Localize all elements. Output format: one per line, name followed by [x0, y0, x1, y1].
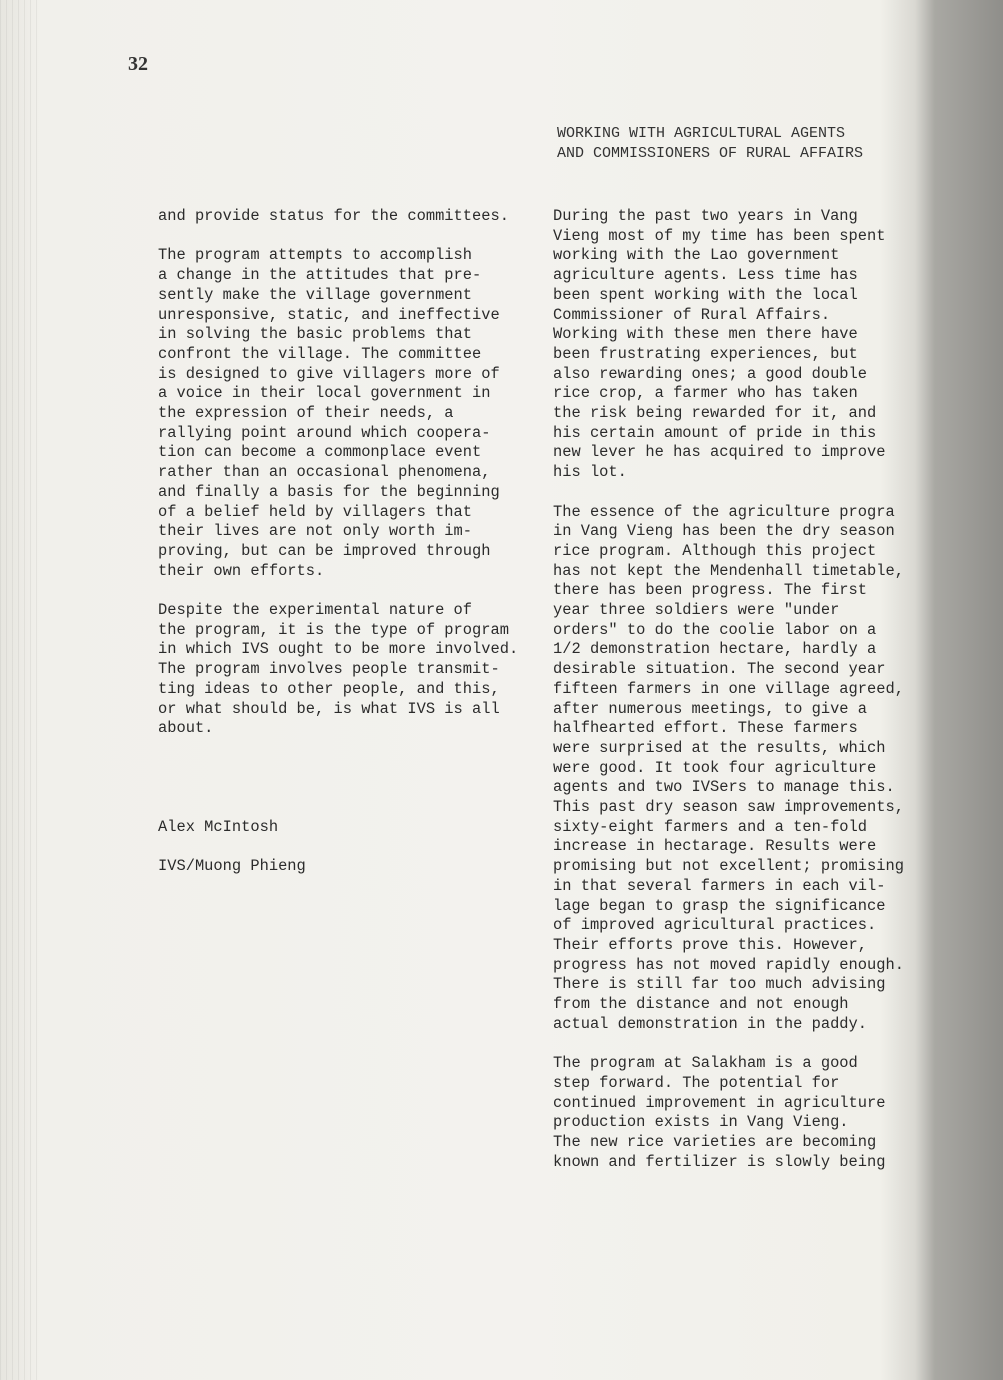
- left-paragraph: Despite the experimental nature of the program, it is the type of program in which IVS ought to be more involved. The program involves people transmit- ting ideas to other people, and this, or what should be, is what IVS is all about.: [158, 601, 519, 738]
- author-signature: [158, 798, 538, 897]
- right-paragraph: During the past two years in Vang Vieng most of my time has been spent working with the Lao government agriculture agents. Less time has been spent working with the local Commissioner of Rural Affairs. Working with these men there have been frustrating experiences, but also rewarding ones; a good double rice crop, a farmer who has taken the risk being rewarded for it, and his certain amount of pride in this new lever he has acquired to improve his lot.: [553, 207, 886, 482]
- left-paragraph: and provide status for the committees.: [158, 207, 509, 225]
- right-column: [553, 207, 913, 1192]
- left-paragraph: The program attempts to accomplish a change in the attitudes that pre- sently make the village government unresponsive, static, and ineffective in solving the basic problems that confront the village. The committee is designed to give villagers more of a voice in their local government in the expression of their needs, a rallying point around which coopera- tion can become a commonplace event rather than an occasional phenomena, and finally a basis for the beginning of a belief held by villagers that their lives are not only worth im- proving, but can be improved through their own efforts.: [158, 246, 500, 580]
- right-paragraph: The essence of the agriculture progra in Vang Vieng has been the dry season rice program. Although this project has not kept the Mendenhall timetable, there has been progress. The first year three soldiers were "under orders" to do the coolie labor on a 1/2 demonstration hectare, hardly a desirable situation. The second year fifteen farmers in one village agreed, after numerous meetings, to give a halfhearted effort. These farmers were surprised at the results, which were good. It took four agriculture agents and two IVSers to manage this. This past dry season saw improvements, sixty-eight farmers and a ten-fold increase in hectarage. Results were promising but not excellent; promising in that several farmers in each vil- lage began to grasp the significance of improved agricultural practices. Their efforts prove this. However, progress has not moved rapidly enough. There is still far too much advising from the distance and not enough actual demonstration in the paddy.: [553, 502, 904, 1033]
- author-name: Alex McIntosh: [158, 817, 279, 836]
- page-edge-shadow: [0, 0, 40, 1380]
- article-heading: WORKING WITH AGRICULTURAL AGENTS AND COMMISSIONERS OF RURAL AFFAIRS: [557, 125, 864, 162]
- right-paragraph: The program at Salakham is a good step forward. The potential for continued improvement in agriculture production exists in Vang Vieng. The new rice varieties are becoming known and fertilizer is slowly being: [553, 1054, 886, 1171]
- left-column: [158, 207, 538, 896]
- author-location: IVS/Muong Phieng: [158, 857, 306, 876]
- page-number: 32: [128, 53, 148, 75]
